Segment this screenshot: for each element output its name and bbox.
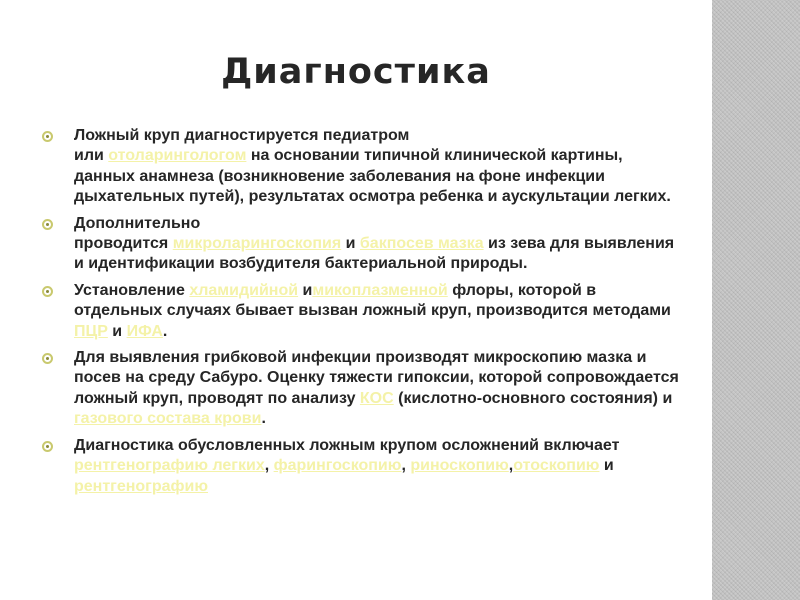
bullet-text: на основании типичной клинической картины, данных анамнеза (возникновение заболевания на фоне инфекции дыхательных путей), результатах осмотра ребенка и аускультации легких. bbox=[74, 147, 671, 206]
bullet-text: Для выявления грибковой инфекции производят микроскопию мазка и посев на среду Сабуро. Оценку тяжести гипоксии, которой сопровождается ложный круп, проводят по анализу bbox=[74, 349, 679, 407]
bullet-text: (кислотно-основного состояния) и bbox=[393, 389, 673, 407]
bullet-item-3 bbox=[42, 281, 682, 342]
link-smear-culture[interactable]: бакпосев мазка bbox=[359, 235, 484, 253]
bullet-text: , bbox=[264, 457, 274, 475]
bullet-marker-icon bbox=[42, 286, 53, 297]
bullet-text: и bbox=[298, 281, 313, 299]
link-radiography[interactable]: рентгенографию bbox=[74, 477, 209, 495]
link-ifa[interactable]: ИФА bbox=[126, 322, 163, 340]
bullet-text: и bbox=[107, 322, 127, 340]
bullet-item-1 bbox=[42, 126, 682, 208]
bullet-text: или bbox=[74, 147, 109, 165]
link-chlamydial[interactable]: хламидийной bbox=[189, 281, 299, 299]
bullet-marker-icon bbox=[42, 131, 53, 142]
bullet-item-5 bbox=[42, 436, 682, 497]
bullet-text: проводится bbox=[74, 235, 173, 253]
bullet-text: Дополнительно bbox=[74, 214, 201, 232]
bullet-text: , bbox=[401, 457, 411, 475]
link-kos[interactable]: КОС bbox=[359, 389, 394, 407]
link-blood-gas[interactable]: газового состава крови bbox=[74, 410, 262, 428]
bullet-item-4 bbox=[42, 348, 682, 430]
link-mycoplasmal[interactable]: микоплазменной bbox=[312, 281, 448, 299]
link-lung-radiography[interactable]: рентгенографию легких bbox=[74, 457, 265, 475]
link-microlaryngoscopy[interactable]: микроларингоскопия bbox=[172, 235, 342, 253]
bullet-marker-icon bbox=[42, 353, 53, 364]
bullet-text: и bbox=[599, 457, 614, 475]
bullet-text: Установление bbox=[74, 281, 190, 299]
bullet-text: Ложный круп диагностируется педиатром bbox=[74, 127, 410, 144]
bullet-marker-icon bbox=[42, 441, 53, 452]
bullet-list bbox=[42, 126, 682, 503]
bullet-text: из зева для выявления и идентификации возбудителя бактериальной природы. bbox=[74, 235, 675, 273]
bullet-item-2 bbox=[42, 214, 682, 275]
link-otolaryngologist[interactable]: отоларингологом bbox=[108, 147, 247, 165]
bullet-marker-icon bbox=[42, 219, 53, 230]
link-pcr[interactable]: ПЦР bbox=[74, 322, 108, 340]
decorative-side-strip bbox=[712, 0, 800, 600]
bullet-text: Диагностика обусловленных ложным крупом осложнений включает bbox=[74, 436, 620, 454]
link-rhinoscopy[interactable]: риноскопию bbox=[410, 457, 509, 475]
bullet-text: . bbox=[162, 322, 168, 340]
bullet-text: . bbox=[261, 410, 266, 428]
slide-title: Диагностика bbox=[221, 52, 491, 92]
link-otoscopy[interactable]: отоскопию bbox=[513, 457, 600, 475]
bullet-text: флоры, которой в отдельных случаях бывает вызван ложный круп, производится методами bbox=[74, 281, 671, 320]
bullet-text: и bbox=[341, 235, 360, 253]
link-pharyngoscopy[interactable]: фарингоскопию bbox=[273, 457, 402, 475]
bullet-text: , bbox=[508, 457, 514, 475]
